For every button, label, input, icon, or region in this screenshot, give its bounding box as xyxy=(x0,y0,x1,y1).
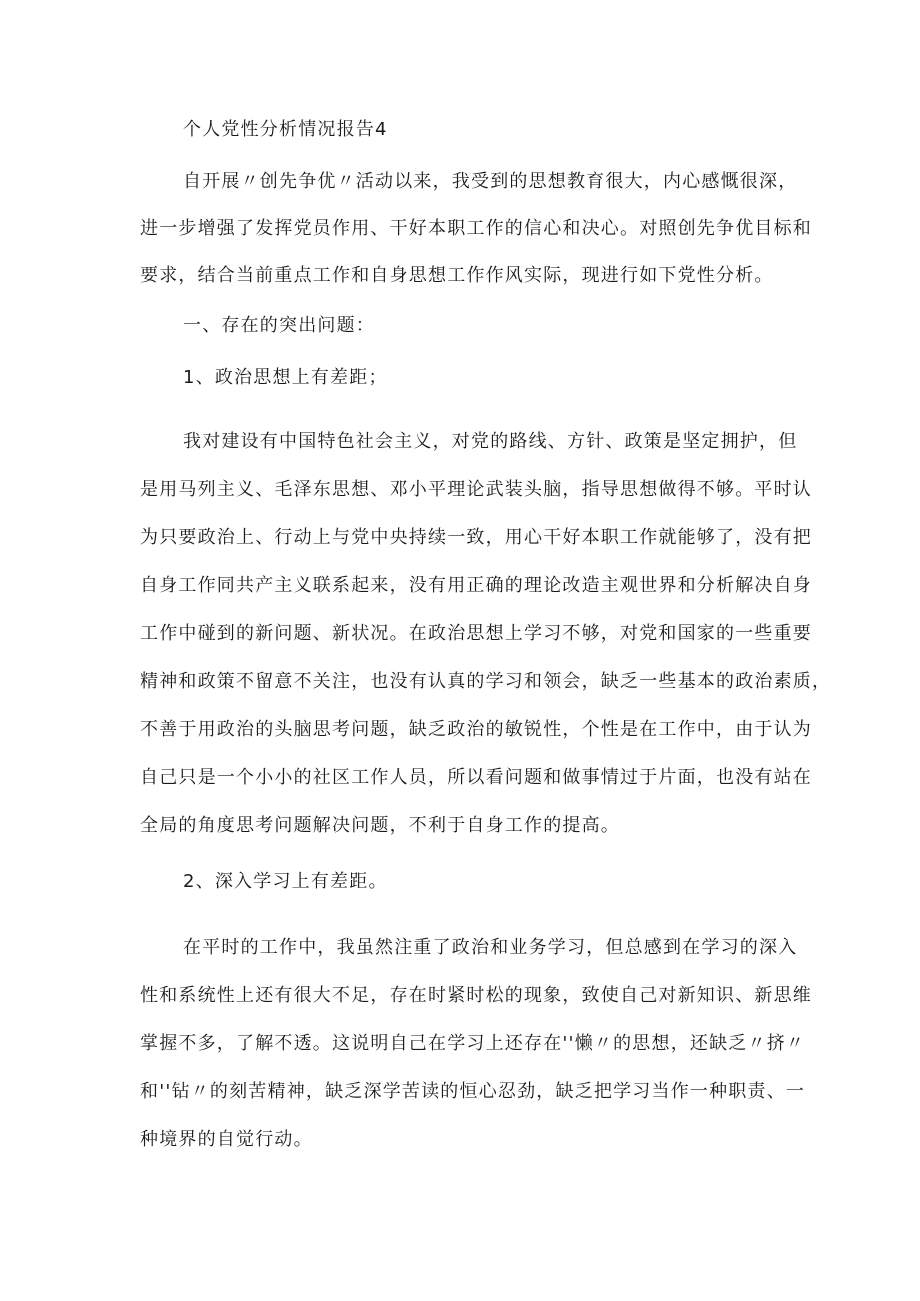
item2-line-1: 在平时的工作中，我虽然注重了政治和业务学习，但总感到在学习的深入 xyxy=(183,937,798,958)
intro-line-3: 要求，结合当前重点工作和自身思想工作作风实际，现进行如下党性分析。 xyxy=(140,265,774,286)
intro-line-2: 进一步增强了发挥党员作用、干好本职工作的信心和决心。对照创先争优目标和 xyxy=(140,218,812,239)
item1-line-4: 自身工作同共产主义联系起来，没有用正确的理论改造主观世界和分析解决自身 xyxy=(140,575,812,596)
section1-heading: 一、存在的突出问题： xyxy=(183,315,375,336)
document-title: 个人党性分析情况报告4 xyxy=(183,119,388,140)
item1-line-2: 是用马列主义、毛泽东思想、邓小平理论武装头脑，指导思想做得不够。平时认 xyxy=(140,479,812,500)
item1-line-6: 精神和政策不留意不关注，也没有认真的学习和领会，缺乏一些基本的政治素质， xyxy=(140,671,832,692)
item1-line-1: 我对建设有中国特色社会主义，对党的路线、方针、政策是坚定拥护，但 xyxy=(183,431,798,452)
item2-line-5: 种境界的自觉行动。 xyxy=(140,1129,313,1150)
item1-heading: 1、政治思想上有差距； xyxy=(183,367,388,388)
item1-line-8: 自己只是一个小小的社区工作人员，所以看问题和做事情过于片面，也没有站在 xyxy=(140,767,812,788)
item1-line-7: 不善于用政治的头脑思考问题，缺乏政治的敏锐性，个性是在工作中，由于认为 xyxy=(140,719,812,740)
item2-line-4: 和''钻〃的刻苦精神，缺乏深学苦读的恒心忍劲，缺乏把学习当作一种职责、一 xyxy=(140,1081,806,1102)
item2-line-3: 掌握不多，了解不透。这说明自己在学习上还存在''懒〃的思想，还缺乏〃挤〃 xyxy=(140,1033,806,1054)
item1-line-3: 为只要政治上、行动上与党中央持续一致，用心干好本职工作就能够了，没有把 xyxy=(140,527,812,548)
item1-line-5: 工作中碰到的新问题、新状况。在政治思想上学习不够，对党和国家的一些重要 xyxy=(140,623,812,644)
item2-heading: 2、深入学习上有差距。 xyxy=(183,871,388,892)
intro-line-1: 自开展〃创先争优〃活动以来，我受到的思想教育很大，内心感慨很深， xyxy=(183,171,798,192)
item2-line-2: 性和系统性上还有很大不足，存在时紧时松的现象，致使自己对新知识、新思维 xyxy=(140,985,812,1006)
item1-line-9: 全局的角度思考问题解决问题，不利于自身工作的提高。 xyxy=(140,815,620,836)
